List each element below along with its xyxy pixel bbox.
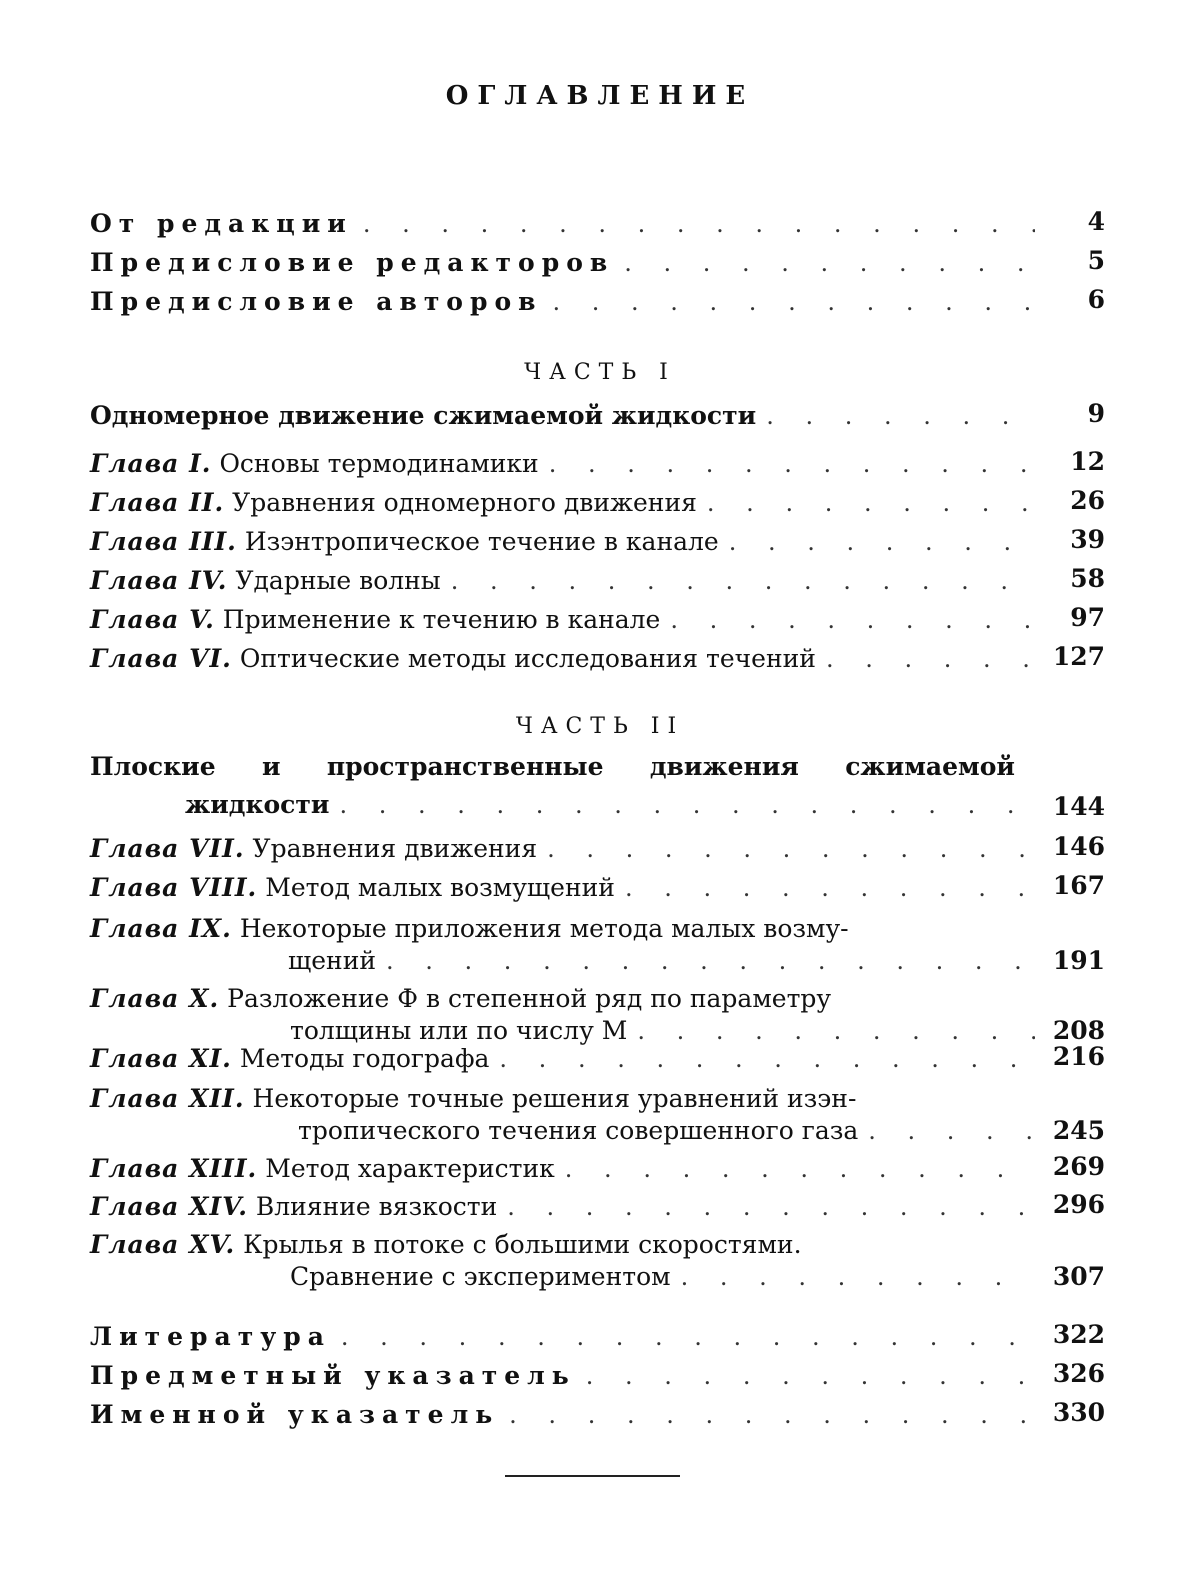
leader-dots xyxy=(586,1361,1035,1391)
entry-label: Предисловие редакторов xyxy=(90,248,615,277)
entry-label: Предисловие авторов xyxy=(90,287,543,316)
part-heading: ЧАСТЬ II xyxy=(515,714,685,739)
chapter-title: Методы годографа xyxy=(239,1044,490,1073)
chapter-label: Глава XIV. xyxy=(90,1192,248,1221)
page-number: 269 xyxy=(1052,1152,1105,1181)
chapter-label: Глава XII. xyxy=(90,1084,245,1113)
chapter-title-line1: Разложение Ф в степенной ряд по параметру xyxy=(227,984,832,1013)
chapter-title-line2: щений xyxy=(288,946,377,975)
toc-entry-chapter[interactable] xyxy=(90,980,1105,1048)
chapter-title-line1: Некоторые точные решения уравнений изэн- xyxy=(252,1084,857,1113)
chapter-title: Применение к течению в канале xyxy=(222,605,661,634)
entry-label: Именной указатель xyxy=(90,1400,500,1429)
chapter-label: Глава V. xyxy=(90,605,215,634)
chapter-label: Глава VIII. xyxy=(90,873,258,902)
toc-entry-chapter[interactable] xyxy=(90,523,1105,557)
chapter-label: Глава IX. xyxy=(90,914,232,943)
page-number: 216 xyxy=(1052,1042,1105,1071)
page-number: 146 xyxy=(1052,832,1105,861)
leader-dots xyxy=(868,1116,1035,1146)
chapter-label: Глава IV. xyxy=(90,566,228,595)
leader-dots xyxy=(625,873,1035,903)
page-number: 322 xyxy=(1052,1320,1105,1349)
title-word: Плоские xyxy=(90,752,216,781)
page-number: 191 xyxy=(1052,946,1105,975)
toc-entry-chapter[interactable] xyxy=(90,1188,1105,1222)
leader-dots xyxy=(681,1262,1035,1292)
chapter-title: Ударные волны xyxy=(235,566,441,595)
leader-dots xyxy=(386,946,1035,976)
toc-entry-back[interactable] xyxy=(90,1318,1105,1352)
toc-entry-chapter[interactable] xyxy=(90,562,1105,596)
part-title-line2: жидкости xyxy=(185,790,330,819)
title-word: и xyxy=(261,752,281,781)
page-number: 330 xyxy=(1052,1398,1105,1427)
toc-entry-back[interactable] xyxy=(90,1357,1105,1391)
title-word: движения xyxy=(649,752,799,781)
chapter-label: Глава II. xyxy=(90,488,225,517)
leader-dots xyxy=(499,1044,1035,1074)
toc-entry-front[interactable] xyxy=(90,283,1105,317)
leader-dots xyxy=(670,605,1035,635)
leader-dots xyxy=(451,566,1035,596)
leader-dots xyxy=(729,527,1035,557)
toc-entry-chapter[interactable] xyxy=(90,640,1105,674)
leader-dots xyxy=(553,287,1035,317)
leader-dots xyxy=(547,834,1035,864)
page-number: 97 xyxy=(1070,603,1105,632)
leader-dots xyxy=(826,644,1035,674)
part-title-entry[interactable] xyxy=(90,752,1105,824)
chapter-title: Метод малых возмущений xyxy=(265,873,615,902)
toc-entry-front[interactable] xyxy=(90,244,1105,278)
page-number: 144 xyxy=(1052,792,1105,821)
chapter-title-line1: Некоторые приложения метода малых возму- xyxy=(239,914,849,943)
chapter-title-line2: толщины или по числу М xyxy=(290,1016,628,1045)
leader-dots xyxy=(624,248,1035,278)
part-heading: ЧАСТЬ I xyxy=(524,360,676,385)
title-word: пространственные xyxy=(326,752,604,781)
page-number: 326 xyxy=(1052,1359,1105,1388)
page-number: 12 xyxy=(1070,447,1105,476)
chapter-title: Метод характеристик xyxy=(265,1154,555,1183)
entry-label: От редакции xyxy=(90,209,353,238)
chapter-title: Основы термодинамики xyxy=(219,449,539,478)
chapter-label: Глава III. xyxy=(90,527,237,556)
leader-dots xyxy=(507,1192,1035,1222)
toc-entry-chapter[interactable] xyxy=(90,830,1105,864)
chapter-label: Глава VI. xyxy=(90,644,232,673)
chapter-title: Влияние вязкости xyxy=(255,1192,498,1221)
toc-entry-chapter[interactable] xyxy=(90,601,1105,635)
leader-dots xyxy=(766,401,1035,431)
page-number: 39 xyxy=(1070,525,1105,554)
page-title: ОГЛАВЛЕНИЕ xyxy=(445,81,755,111)
part-title: Одномерное движение сжимаемой жидкости xyxy=(90,401,757,430)
chapter-title-line2: тропического течения совершенного газа xyxy=(298,1116,859,1145)
page-number: 208 xyxy=(1052,1016,1105,1045)
toc-entry-chapter[interactable] xyxy=(90,869,1105,903)
leader-dots xyxy=(549,449,1035,479)
end-rule xyxy=(505,1475,680,1477)
chapter-label: Глава X. xyxy=(90,984,220,1013)
toc-entry-chapter[interactable] xyxy=(90,910,1105,978)
page-number: 26 xyxy=(1070,486,1105,515)
chapter-title: Уравнения одномерного движения xyxy=(232,488,697,517)
page-number: 9 xyxy=(1087,399,1105,428)
chapter-label: Глава XV. xyxy=(90,1230,236,1259)
page-number: 4 xyxy=(1087,207,1105,236)
chapter-label: Глава I. xyxy=(90,449,212,478)
toc-entry-chapter[interactable] xyxy=(90,1080,1105,1148)
page-number: 127 xyxy=(1052,642,1105,671)
page-number: 296 xyxy=(1052,1190,1105,1219)
toc-entry-back[interactable] xyxy=(90,1396,1105,1430)
leader-dots xyxy=(339,790,1035,820)
leader-dots xyxy=(565,1154,1035,1184)
leader-dots xyxy=(707,488,1035,518)
page-number: 6 xyxy=(1087,285,1105,314)
toc-entry-chapter[interactable] xyxy=(90,484,1105,518)
chapter-label: Глава XIII. xyxy=(90,1154,258,1183)
entry-label: Предметный указатель xyxy=(90,1361,576,1390)
toc-entry-chapter[interactable] xyxy=(90,1040,1105,1074)
entry-label: Литература xyxy=(90,1322,331,1351)
page-number: 245 xyxy=(1052,1116,1105,1145)
chapter-label: Глава XI. xyxy=(90,1044,232,1073)
part-title-line1 xyxy=(90,752,1015,782)
title-word: сжимаемой xyxy=(845,752,1015,781)
toc-entry-chapter[interactable] xyxy=(90,445,1105,479)
chapter-label: Глава VII. xyxy=(90,834,245,863)
chapter-title-line2: Сравнение с экспериментом xyxy=(290,1262,671,1291)
leader-dots xyxy=(509,1400,1035,1430)
leader-dots xyxy=(363,209,1035,239)
leader-dots xyxy=(341,1322,1035,1352)
page-number: 5 xyxy=(1087,246,1105,275)
toc-entry-chapter[interactable] xyxy=(90,1150,1105,1184)
toc-entry-chapter[interactable] xyxy=(90,1226,1105,1294)
chapter-title: Изэнтропическое течение в канале xyxy=(244,527,719,556)
toc-entry-front[interactable] xyxy=(90,205,1105,239)
chapter-title: Уравнения движения xyxy=(252,834,538,863)
page-number: 307 xyxy=(1052,1262,1105,1291)
page-number: 167 xyxy=(1052,871,1105,900)
part-title-entry[interactable] xyxy=(90,397,1105,431)
page-number: 58 xyxy=(1070,564,1105,593)
chapter-title-line1: Крылья в потоке с большими скоростями. xyxy=(243,1230,802,1259)
chapter-title: Оптические методы исследования течений xyxy=(239,644,816,673)
